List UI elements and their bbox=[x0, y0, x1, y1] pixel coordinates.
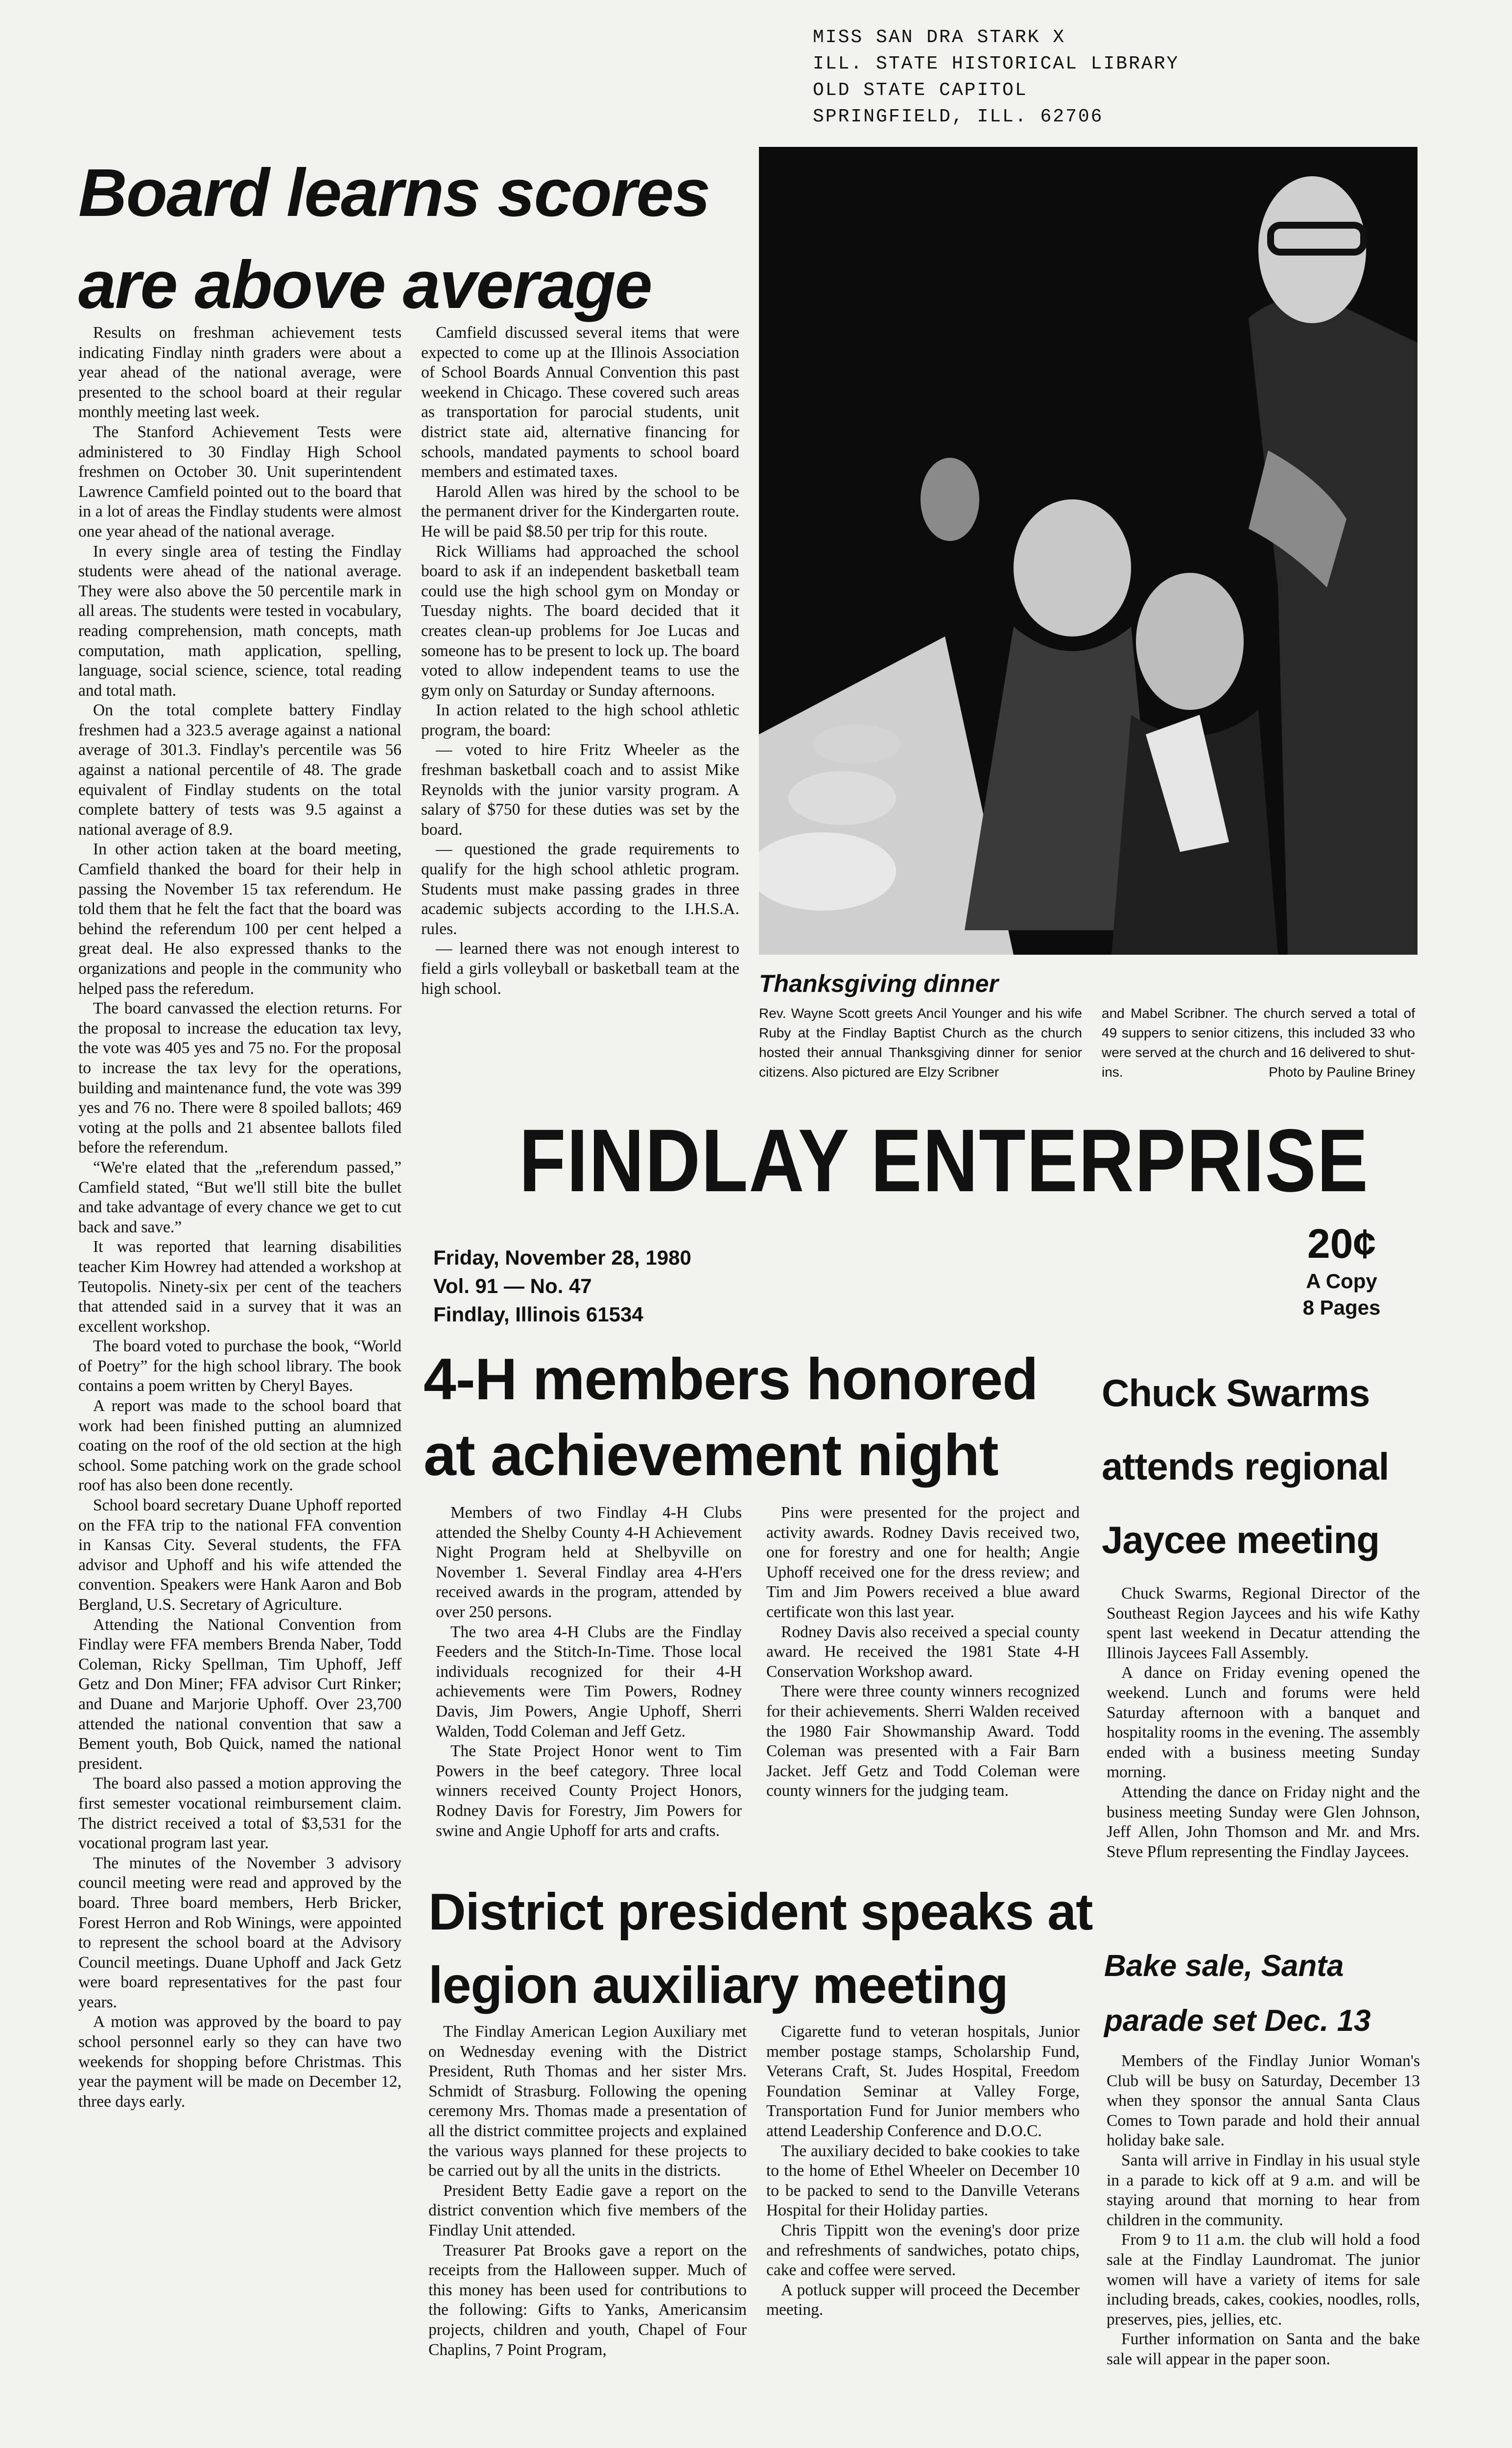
dateline bbox=[433, 1244, 776, 1329]
paragraph: Treasurer Pat Brooks gave a report on the receipts from the Halloween supper. Much of this money has been used for contributions to the following: Gifts to Yanks, Americansim projects, children and youth, Chapel of Four Chaplins, 7 Point Program, bbox=[428, 2241, 747, 2359]
paragraph: Rodney Davis also received a special county award. He received the 1981 State 4-H Conservation Workshop award. bbox=[766, 1623, 1080, 1681]
paragraph: The board voted to purchase the book, “World of Poetry” for the high school library. The book contains a poem written by Cheryl Bayes. bbox=[78, 1337, 402, 1395]
paragraph: Further information on Santa and the bake sale will appear in the paper soon. bbox=[1107, 2330, 1420, 2368]
paragraph: The auxiliary decided to bake cookies to take to the home of Ethel Wheeler on December 10 to be packed to send to the Danville Veterans Hospital for their Holiday parties. bbox=[766, 2142, 1080, 2220]
bakesale-headline bbox=[1104, 1939, 1418, 2048]
mailing-line: OLD STATE CAPITOL bbox=[813, 80, 1028, 101]
paragraph: Rick Williams had approached the school board to ask if an independent basketball team could use the high school gym on Monday or Tuesday nights. The board decided that it creates clean-up problems for Joe Lucas and someone has to be present to lock up. The board voted to allow independent teams to use the gym only on Saturday or Sunday afternoons. bbox=[421, 542, 739, 700]
caption-text: and Mabel Scribner. The church served a total of 49 suppers to senior citizens, this included 33 who were served at the church and 16 delivered to shut-ins. bbox=[1102, 1006, 1415, 1080]
price: 20¢ bbox=[1307, 1221, 1376, 1267]
paragraph: The two area 4-H Clubs are the Findlay Feeders and the Stitch-In-Time. Those local individuals recognized for their 4-H achievements were Tim Powers, Rodney Davis, Jim Powers, Angie Uphoff, Sherri Walden, Todd Coleman and Jeff Getz. bbox=[436, 1623, 742, 1741]
paragraph: It was reported that learning disabilities teacher Kim Howrey had attended a workshop at Teutopolis. Ninety-six per cent of the teachers that attended said in a survey that it was an excellent workshop. bbox=[78, 1238, 402, 1336]
headline-line: District president speaks at bbox=[428, 1883, 1093, 1941]
mailing-line: SPRINGFIELD, ILL. 62706 bbox=[813, 106, 1104, 127]
issue-date: Friday, November 28, 1980 bbox=[433, 1246, 691, 1269]
paragraph: In other action taken at the board meeting, Camfield thanked the board for their help in passing the November 15 tax referendum. He told them that he felt the fact that the board was behind the referendum 100 per cent helped a great deal. He also expressed thanks to the organizations and people in the community who helped pass the referedum. bbox=[78, 840, 402, 998]
headline-line: Chuck Swarms bbox=[1102, 1371, 1370, 1414]
paragraph: The Stanford Achievement Tests were administered to 30 Findlay High School freshmen on October 30. Unit superintendent Lawrence Camfield pointed out to the board that in a lot of areas the Findlay students were almost one year ahead of the national average. bbox=[78, 423, 402, 541]
headline-line: 4-H members honored bbox=[424, 1346, 1038, 1412]
headline-line: parade set Dec. 13 bbox=[1104, 2004, 1371, 2038]
photo-credit: Photo by Pauline Briney bbox=[1269, 1064, 1415, 1080]
price-note: A Copy bbox=[1306, 1270, 1377, 1293]
paragraph: On the total complete battery Findlay freshmen had a 323.5 average against a national average of 301.3. Findlay's percentile was 56 against a national percentile of 48. The grade equivalent of Findlay students on the total complete battery of tests was 9.5 against a national average of 8.9. bbox=[78, 701, 402, 839]
mailing-label bbox=[813, 24, 1253, 130]
paragraph: The board also passed a motion approving the first semester vocational reimbursement claim. The district received a total of $3,531 for the vocational program last year. bbox=[78, 1774, 402, 1853]
paragraph: Chuck Swarms, Regional Director of the Southeast Region Jaycees and his wife Kathy spent last weekend in Decatur attending the Illinois Jaycees Fall Assembly. bbox=[1107, 1584, 1420, 1662]
paragraph: Members of the Findlay Junior Woman's Club will be busy on Saturday, December 13 when they sponsor the annual Santa Claus Comes to Town parade and hold their annual holiday bake sale. bbox=[1107, 2052, 1420, 2150]
photo-illustration bbox=[759, 147, 1418, 955]
headline-line: at achievement night bbox=[424, 1422, 998, 1488]
price-box bbox=[1273, 1219, 1410, 1321]
paragraph: A potluck supper will proceed the December meeting. bbox=[766, 2281, 1080, 2319]
thanksgiving-photo bbox=[759, 147, 1418, 955]
paragraph: School board secretary Duane Uphoff reported on the FFA trip to the national FFA convention in Kansas City. Several students, the FFA advisor and Uphoff and his wife attended the convention. Speakers were Hank Aaron and Bob Bergland, U.S. Secretary of Agriculture. bbox=[78, 1496, 402, 1614]
headline-line: Jaycee meeting bbox=[1102, 1518, 1380, 1561]
paragraph: A dance on Friday evening opened the weekend. Lunch and forums were held Saturday afternoon with a banquet and hospitality rooms in the evening. The assembly ended with a business meeting Sunday morning. bbox=[1107, 1664, 1420, 1782]
paragraph: “We're elated that the „referendum passed,” Camfield stated, “But we'll still bite the bullet and take advantage of every chance we get to cut back and save.” bbox=[78, 1158, 402, 1236]
issue-volume: Vol. 91 — No. 47 bbox=[433, 1274, 592, 1297]
headline-line: legion auxiliary meeting bbox=[428, 1956, 1008, 2014]
paragraph: The State Project Honor went to Tim Powers in the beef category. Three local winners received County Project Honors, Rodney Davis for Forestry, Jim Powers for swine and Angie Uphoff for arts and crafts. bbox=[436, 1742, 742, 1840]
paragraph: A motion was approved by the board to pay school personnel early so they can have two weekends for shopping before Christmas. This year the payment will be made on December 12, three days early. bbox=[78, 2013, 402, 2111]
paragraph: President Betty Eadie gave a report on the district convention which five members of the Findlay Unit attended. bbox=[428, 2181, 747, 2239]
paragraph: Pins were presented for the project and activity awards. Rodney Davis received two, one for forestry and one for health; Angie Uphoff received one for the dress review; and Tim and Jim Powers received a blue award certificate won this last year. bbox=[766, 1504, 1080, 1621]
mailing-line: ILL. STATE HISTORICAL LIBRARY bbox=[813, 53, 1180, 74]
mailing-line: MISS SAN DRA STARK X bbox=[813, 27, 1066, 48]
paragraph: In every single area of testing the Findlay students were ahead of the national average. They were also above the 50 percentile mark in all areas. The students were tested in vocabulary, reading comprehension, math concepts, math computation, math application, spelling, language, social science, science, total reading and total math. bbox=[78, 542, 402, 700]
paragraph: From 9 to 11 a.m. the club will hold a food sale at the Findlay Laundromat. The junior women will have a variety of items for sale including breads, cakes, cookies, noodles, rolls, preserves, pies, jellies, etc. bbox=[1107, 2231, 1420, 2329]
photo-caption-left: Rev. Wayne Scott greets Ancil Younger and his wife Ruby at the Findlay Baptist Church as the church hosted their annual Thanksgiving dinner for senior citizens. Also pictured are Elzy Scribner bbox=[759, 1006, 1082, 1080]
paragraph: The Findlay American Legion Auxiliary met on Wednesday evening with the District President, Ruth Thomas and her sister Mrs. Schmidt of Strasburg. Following the opening ceremony Mrs. Thomas made a presentation of all the district committee projects and explained the various ways planned for these projects to be carried out by all the units in the districts. bbox=[428, 2023, 747, 2180]
jaycee-article-body bbox=[1107, 1584, 1420, 1862]
headline-line: Bake sale, Santa bbox=[1104, 1949, 1344, 1983]
paragraph: Members of two Findlay 4-H Clubs attended the Shelby County 4-H Achievement Night Program held at Shelbyville on November 1. Several Findlay area 4-H'ers received awards in the program, attended by over 250 persons. bbox=[436, 1504, 742, 1621]
paragraph: Chris Tippitt won the evening's door prize and refreshments of sandwiches, potato chips, cake and coffee were served. bbox=[766, 2221, 1080, 2280]
paragraph: Santa will arrive in Findlay in his usual style in a parade to kick off at 9 a.m. and will be staying around that morning to hear from children in the community. bbox=[1107, 2151, 1420, 2229]
fourh-article-col2 bbox=[766, 1503, 1080, 1801]
paragraph: There were three county winners recognized for their achievements. Sherri Walden received the 1980 Fair Showmanship Award. Todd Coleman was presented with a Fair Barn Jacket. Jeff Getz and Todd Coleman were county winners for the judging team. bbox=[766, 1682, 1080, 1800]
bakesale-article-body bbox=[1107, 2051, 1420, 2370]
fourh-headline bbox=[424, 1342, 1109, 1493]
paragraph: — questioned the grade requirements to qualify for the high school athletic program. Students must make passing grades in three academic subjects according to the I.H.S.A. rules. bbox=[421, 840, 739, 938]
paragraph: Camfield discussed several items that were expected to come up at the Illinois Association of School Boards Annual Convention this past weekend in Chicago. These covered such areas as transportation for parocial students, unit district state aid, alternative financing for schools, mandated payments to school board members and estimated taxes. bbox=[421, 324, 739, 481]
paragraph: Harold Allen was hired by the school to be the permanent driver for the Kindergarten route. He will be paid $8.50 per trip for this route. bbox=[421, 482, 739, 541]
headline-line: attends regional bbox=[1102, 1445, 1389, 1488]
board-headline: Board learns scores are above average bbox=[78, 155, 709, 323]
legion-article-col1 bbox=[428, 2022, 747, 2360]
page-count: 8 Pages bbox=[1302, 1296, 1381, 1319]
board-article-col2 bbox=[421, 323, 739, 999]
paragraph: In action related to the high school athletic program, the board: bbox=[421, 701, 739, 739]
legion-headline bbox=[428, 1875, 1093, 2022]
issue-location: Findlay, Illinois 61534 bbox=[433, 1303, 643, 1326]
fourh-article-col1 bbox=[436, 1503, 742, 1841]
paragraph: — voted to hire Fritz Wheeler as the freshman basketball coach and to assist Mike Reynolds with the junior varsity program. A salary of $750 for these duties was set by the board. bbox=[421, 741, 739, 839]
paragraph: Attending the National Convention from Findlay were FFA members Brenda Naber, Todd Coleman, Ricky Spellman, Tim Uphoff, Jeff Getz and Don Miner; FFA advisor Curt Rinker; and Duane and Marjorie Uphoff. Over 23,700 attended the national convention that saw a Bement youth, Bob Quick, named the national president. bbox=[78, 1615, 402, 1773]
paragraph: Results on freshman achievement tests indicating Findlay ninth graders were about a year ahead of the national average, were presented to the school board at their regular monthly meeting last week. bbox=[78, 324, 402, 422]
legion-article-col2 bbox=[766, 2022, 1080, 2320]
paragraph: A report was made to the school board that work had been finished putting an alumnized coating on the roof of the old section at the high school. Some patching work on the grade school roof has also been done recently. bbox=[78, 1397, 402, 1495]
paragraph: The minutes of the November 3 advisory council meeting were read and approved by the board. Three board members, Herb Bricker, Forest Herron and Rob Winings, were appointed to represent the school board at the Advisory Council meetings. Duane Uphoff and Jack Getz were board representatives for the past four years. bbox=[78, 1854, 402, 2011]
paragraph: Attending the dance on Friday night and the business meeting Sunday were Glen Johnson, Jeff Allen, John Thomson and Mr. and Mrs. Steve Pflum representing the Findlay Jaycees. bbox=[1107, 1783, 1420, 1861]
paragraph: — learned there was not enough interest to field a girls volleyball or basketball team at the high school. bbox=[421, 940, 739, 998]
photo-title: Thanksgiving dinner bbox=[759, 970, 998, 997]
paragraph: Cigarette fund to veteran hospitals, Junior member postage stamps, Scholarship Fund, Veterans Craft, St. Judes Hospital, Freedom Foundation Seminar at Valley Forge, Transportation Fund for Junior members who attend Leadership Conference and D.O.C. bbox=[766, 2023, 1080, 2140]
jaycee-headline bbox=[1102, 1356, 1415, 1577]
board-article-col1 bbox=[78, 323, 402, 2112]
paragraph: The board canvassed the election returns. For the proposal to increase the education tax levy, the vote was 405 yes and 75 no. For the proposal to increase the tax levy for the operations, building and maintenance fund, the vote was 399 yes and 76 no. There were 8 spoiled ballots; 469 voting at the polls and 21 absentee ballots filed before the referendum. bbox=[78, 999, 402, 1157]
newspaper-masthead: FINDLAY ENTERPRISE bbox=[519, 1110, 1369, 1210]
photo-caption-right bbox=[1102, 1004, 1415, 1082]
